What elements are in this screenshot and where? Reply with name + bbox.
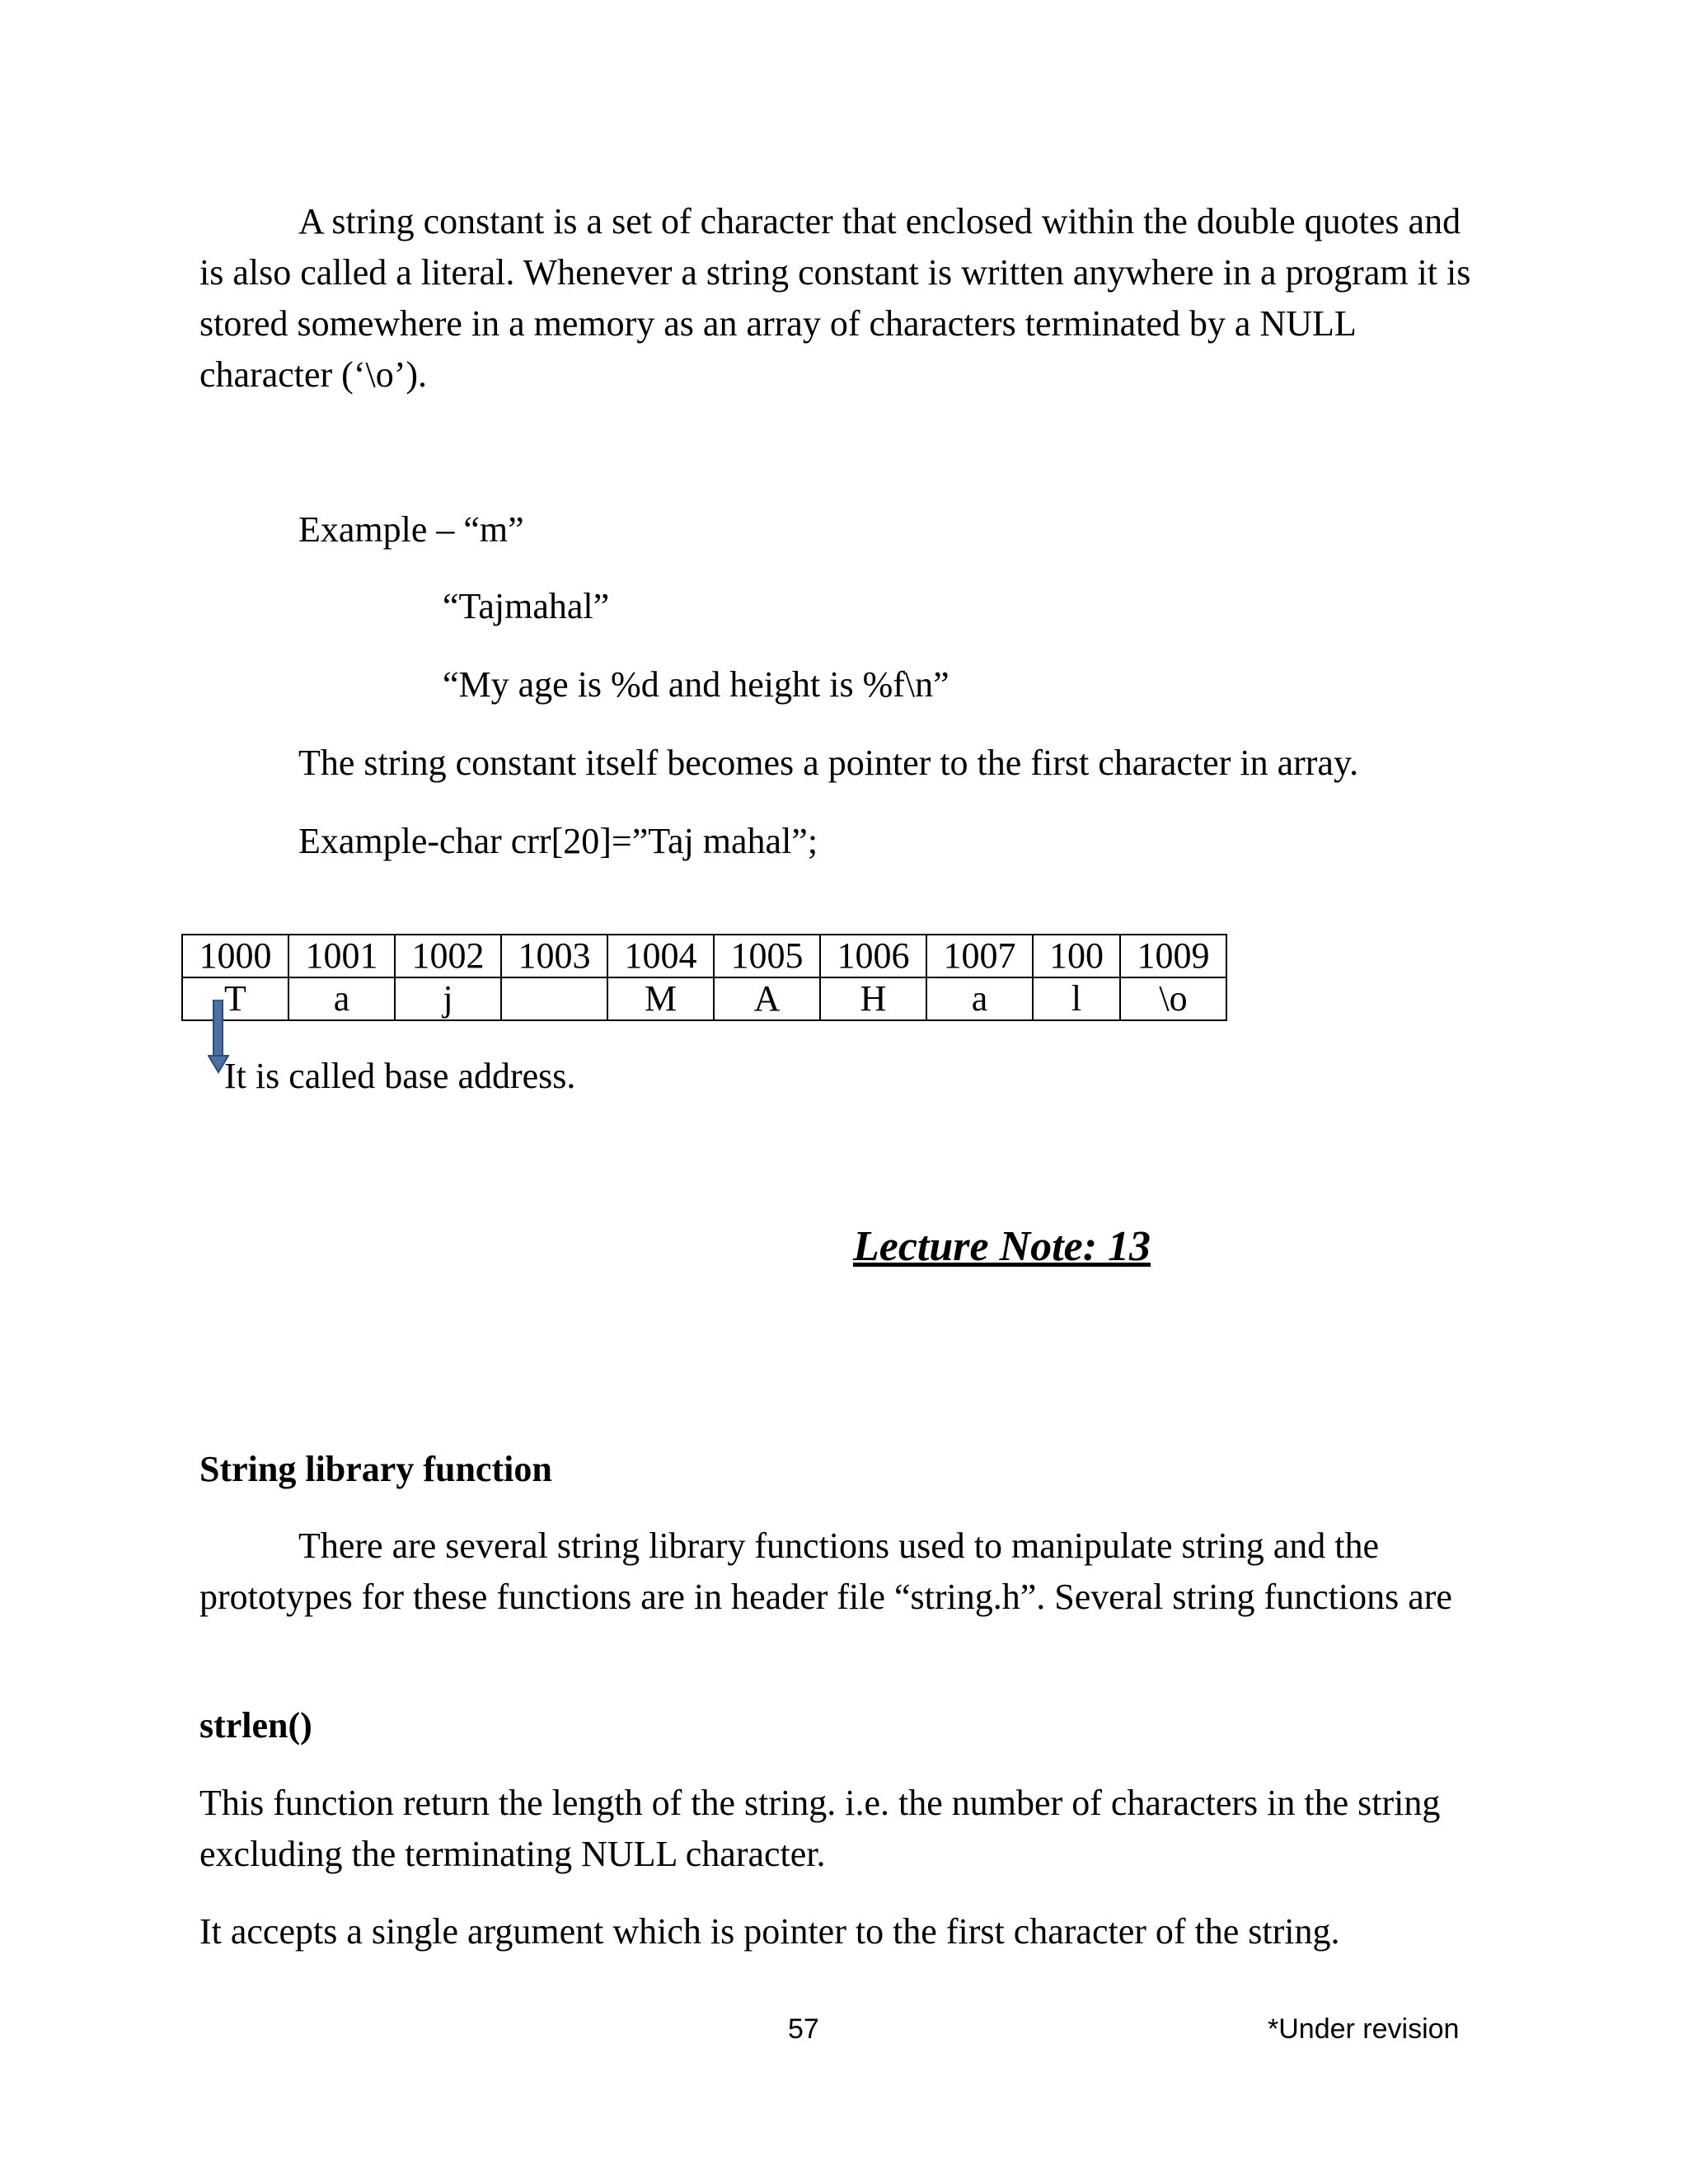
char-cell (501, 977, 607, 1020)
base-address-note: It is called base address. (224, 1056, 576, 1096)
strlen-description: This function return the length of the string. i.e. the number of characters in the string excluding the terminating NULL character. (199, 1783, 1441, 1874)
page-number: 57 (788, 2013, 819, 2045)
strlen-heading: strlen() (199, 1705, 312, 1746)
lecture-heading: Lecture Note: 13 (853, 1223, 1151, 1270)
address-cell: 100 (1033, 935, 1120, 977)
char-cell: T (182, 977, 288, 1020)
pointer-note: The string constant itself becomes a pointer to the first character in array. (298, 743, 1359, 783)
address-cell: 1000 (182, 935, 288, 977)
char-cell: \o (1120, 977, 1226, 1020)
char-cell: j (395, 977, 501, 1020)
address-cell: 1004 (607, 935, 714, 977)
revision-note: *Under revision (1268, 2013, 1460, 2045)
address-cell: 1002 (395, 935, 501, 977)
char-cell: a (926, 977, 1033, 1020)
char-cell: M (607, 977, 714, 1020)
example-declaration: Example-char crr[20]=”Taj mahal”; (298, 821, 818, 861)
section-paragraph: There are several string library functions used to manipulate string and the prototypes for these functions are in header file “string.h”. Several string functions are (199, 1526, 1452, 1617)
address-cell: 1009 (1120, 935, 1226, 977)
char-cell: l (1033, 977, 1120, 1020)
address-cell: 1005 (714, 935, 820, 977)
address-cell: 1007 (926, 935, 1033, 977)
strlen-argument-note: It accepts a single argument which is pointer to the first character of the string. (199, 1911, 1340, 1952)
address-row (182, 935, 1226, 977)
char-cell: H (820, 977, 926, 1020)
address-cell: 1001 (288, 935, 395, 977)
memory-table (181, 934, 1227, 1021)
address-cell: 1006 (820, 935, 926, 977)
char-cell: A (714, 977, 820, 1020)
section-heading: String library function (199, 1449, 552, 1489)
example-format-string: “My age is %d and height is %f\n” (443, 664, 950, 705)
intro-paragraph: A string constant is a set of character that enclosed within the double quotes and is also called a literal. Whenever a string constant is written anywhere in a program it is stored somewhere in a memory as an array of characters terminated by a NULL character (‘\o’). (199, 201, 1471, 395)
example-tajmahal: “Tajmahal” (443, 586, 610, 626)
char-row (182, 977, 1226, 1020)
example-label: Example – “m” (298, 509, 524, 550)
char-cell: a (288, 977, 395, 1020)
address-cell: 1003 (501, 935, 607, 977)
